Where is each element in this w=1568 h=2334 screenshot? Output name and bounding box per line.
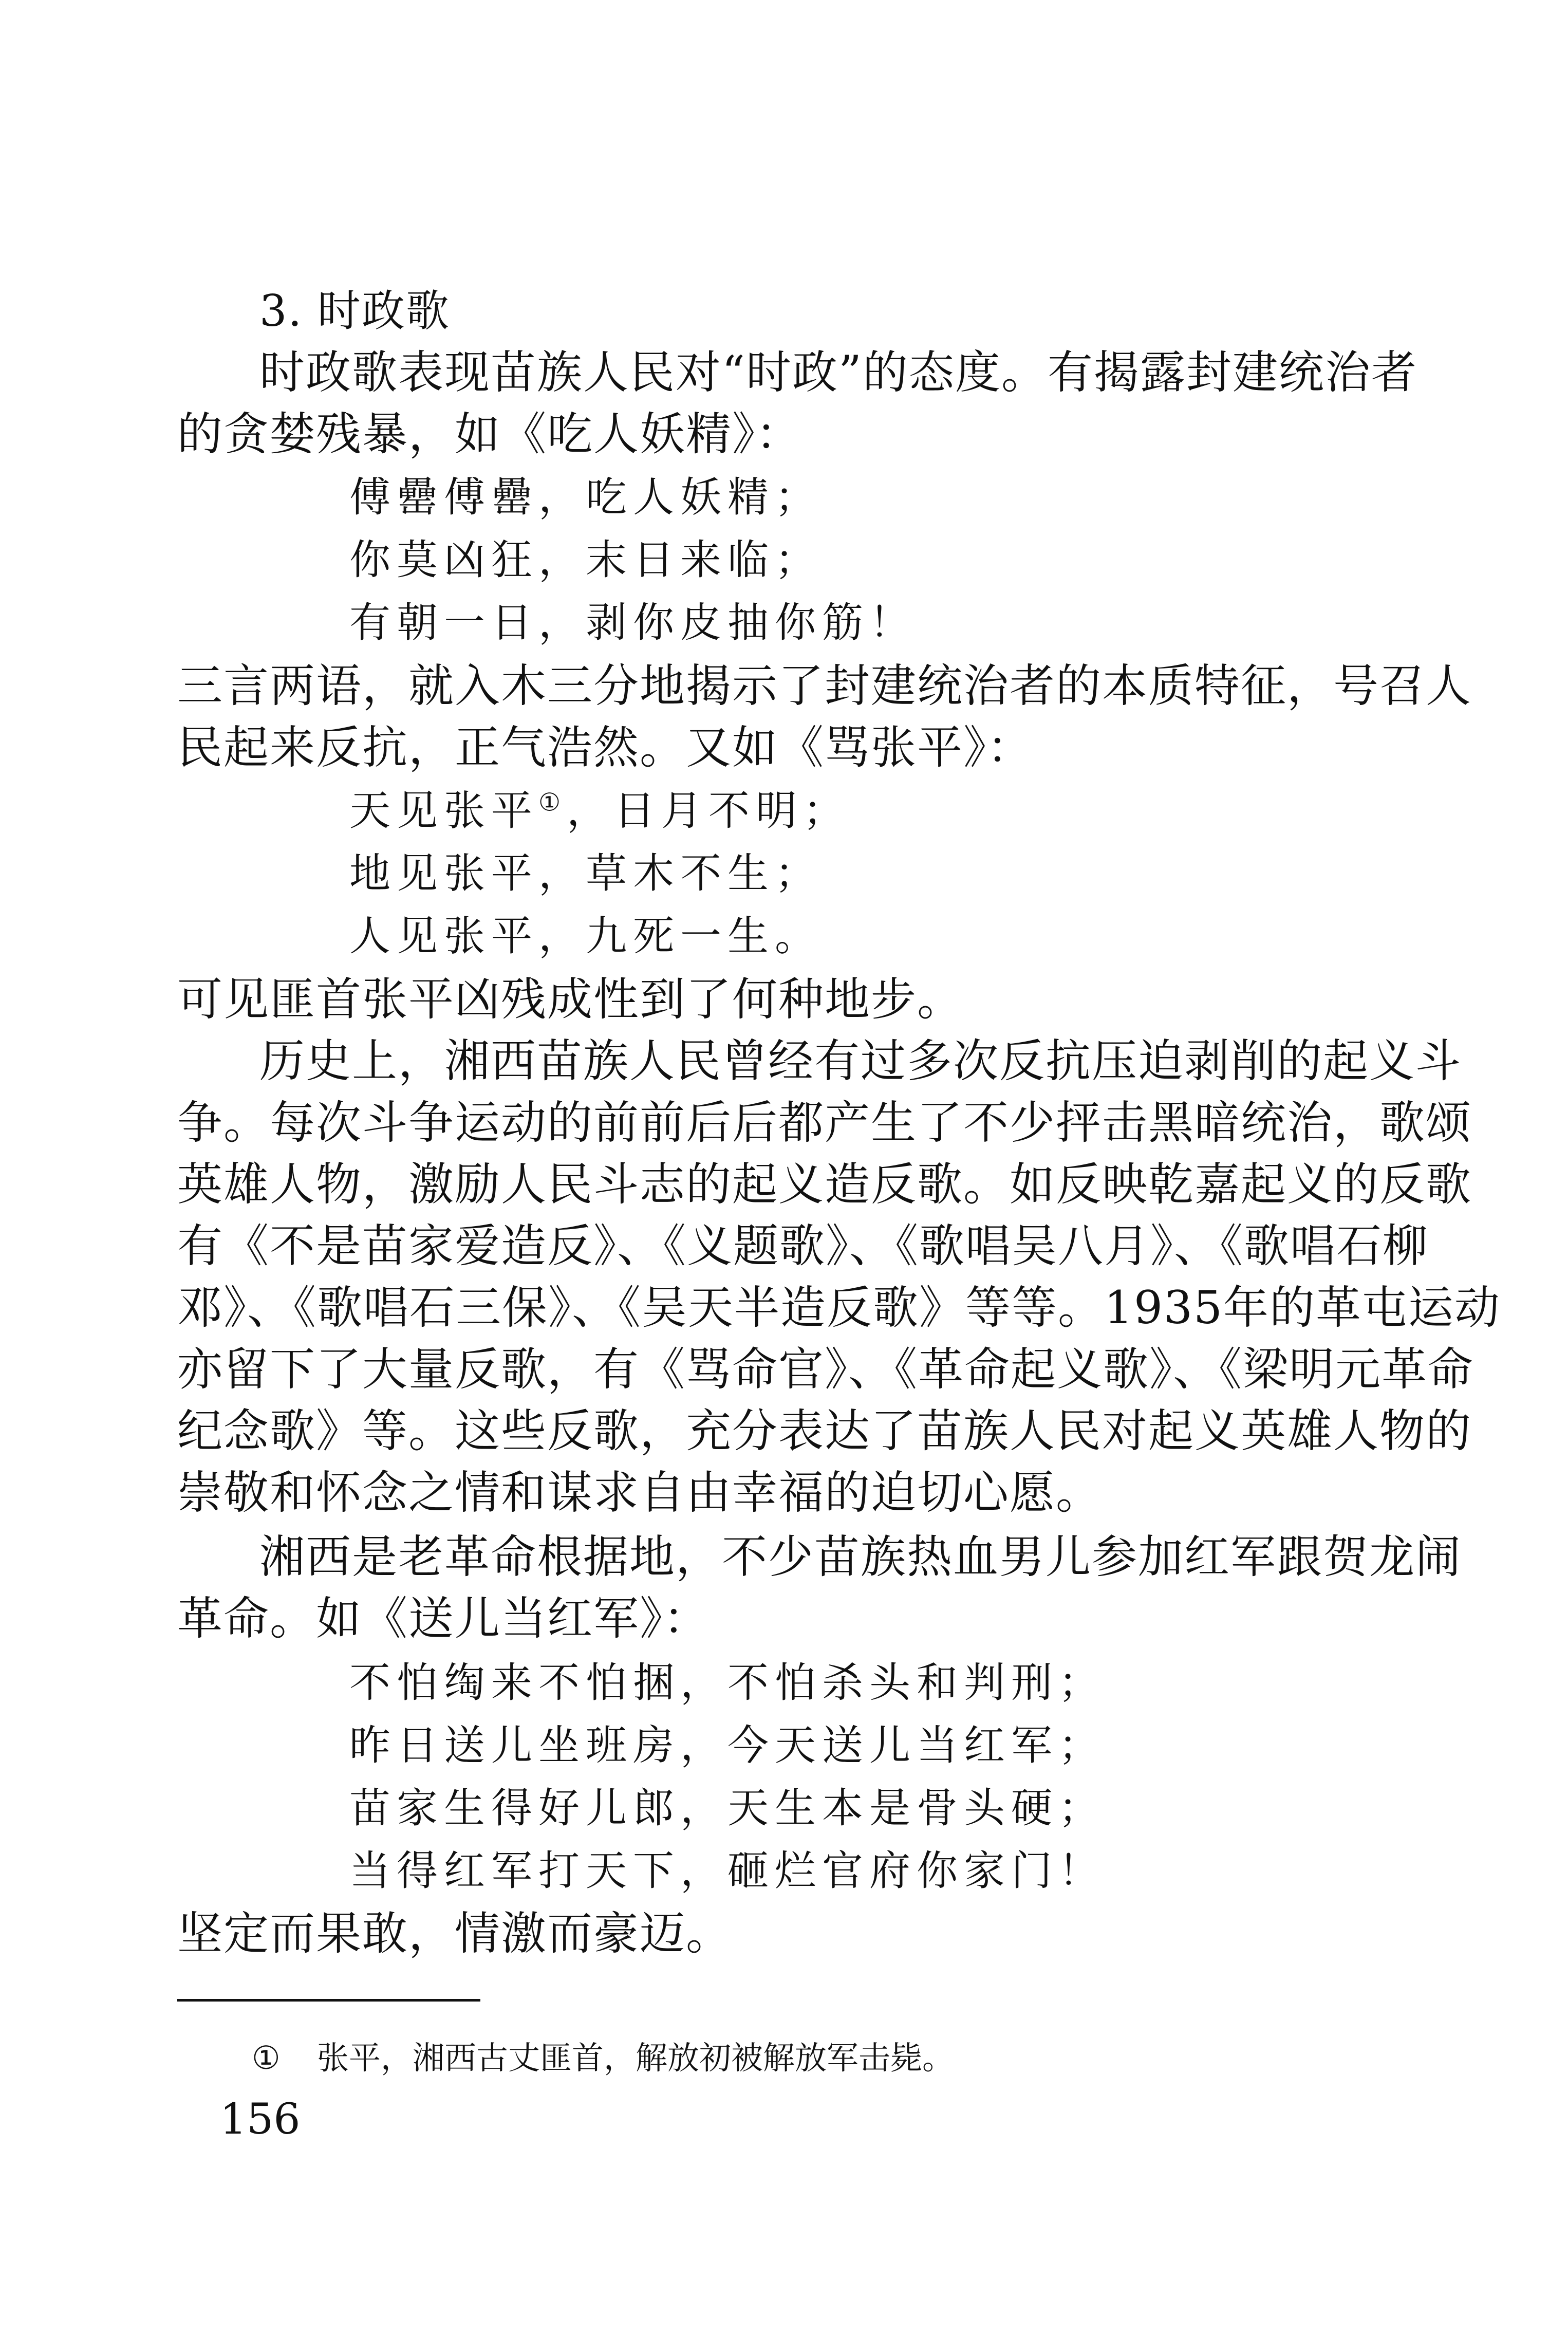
paragraph4-line7: 纪念歌》等。这些反歌，充分表达了苗族人民对起义英雄人物的 (177, 1404, 1472, 1457)
poem2-line1-text: 天见张平 (349, 787, 538, 835)
paragraph4-line6: 亦留下了大量反歌，有《骂命官》、《革命起义歌》、《梁明元革命 (177, 1343, 1474, 1396)
paragraph6-line1: 坚定而果敢，情激而豪迈。 (177, 1907, 733, 1960)
paragraph4-line5: 邓》、《歌唱石三保》、《吴天半造反歌》等等。1935年的革屯运动 (177, 1281, 1501, 1334)
paragraph5-line1: 湘西是老革命根据地，不少苗族热血男儿参加红军跟贺龙闹 (259, 1530, 1462, 1583)
footnote-number: ① (252, 2039, 281, 2077)
footnote-marker: ① (538, 788, 567, 817)
poem1-line1: 傅罍傅罍，吃人妖精； (349, 473, 822, 521)
paragraph5-line2: 革命。如《送儿当红军》： (177, 1592, 710, 1645)
paragraph2-line1: 三言两语，就入木三分地揭示了封建统治者的本质特征，号召人 (177, 659, 1472, 712)
poem1-line3: 有朝一日，剥你皮抽你筋！ (349, 599, 917, 646)
paragraph4-line4: 有《不是苗家爱造反》、《义题歌》、《歌唱吴八月》、《歌唱石柳 (177, 1219, 1429, 1272)
paragraph4-line2: 争。每次斗争运动的前前后后都产生了不少抨击黑暗统治，歌颂 (177, 1096, 1472, 1149)
paragraph4-line8: 崇敬和怀念之情和谋求自由幸福的迫切心愿。 (177, 1466, 1103, 1519)
poem2-line2: 地见张平，草木不生； (349, 849, 822, 897)
footnote-divider (177, 1999, 480, 2002)
poem3-line2: 昨日送儿坐班房，今天送儿当红军； (349, 1721, 1106, 1769)
page-number: 156 (220, 2095, 301, 2144)
footnote-text: 张平，湘西古丈匪首，解放初被解放军击毙。 (317, 2039, 955, 2077)
poem2-line3: 人见张平，九死一生。 (349, 912, 822, 960)
paragraph1-line2: 的贪婪残暴，如《吃人妖精》： (177, 407, 802, 460)
paragraph1-line1: 时政歌表现苗族人民对“时政”的态度。有揭露封建统治者 (259, 346, 1417, 399)
section-heading: 3. 时政歌 (259, 286, 450, 336)
poem3-line1: 不怕绹来不怕捆，不怕杀头和判刑； (349, 1659, 1106, 1707)
paragraph3-line1: 可见匪首张平凶残成性到了何种地步。 (177, 973, 964, 1026)
poem3-line3: 苗家生得好儿郎，天生本是骨头硬； (349, 1784, 1106, 1832)
poem1-line2: 你莫凶狂，末日来临； (349, 536, 822, 584)
poem2-line1 (349, 780, 850, 842)
paragraph4-line1: 历史上，湘西苗族人民曾经有过多次反抗压迫剥削的起义斗 (259, 1034, 1462, 1087)
poem2-line1-rest: ，日月不明； (567, 787, 851, 835)
paragraph2-line2: 民起来反抗，正气浩然。又如《骂张平》： (177, 721, 1034, 774)
poem3-line4: 当得红军打天下，砸烂官府你家门！ (349, 1847, 1106, 1895)
paragraph4-line3: 英雄人物，激励人民斗志的起义造反歌。如反映乾嘉起义的反歌 (177, 1158, 1472, 1211)
footnote (252, 2035, 954, 2081)
